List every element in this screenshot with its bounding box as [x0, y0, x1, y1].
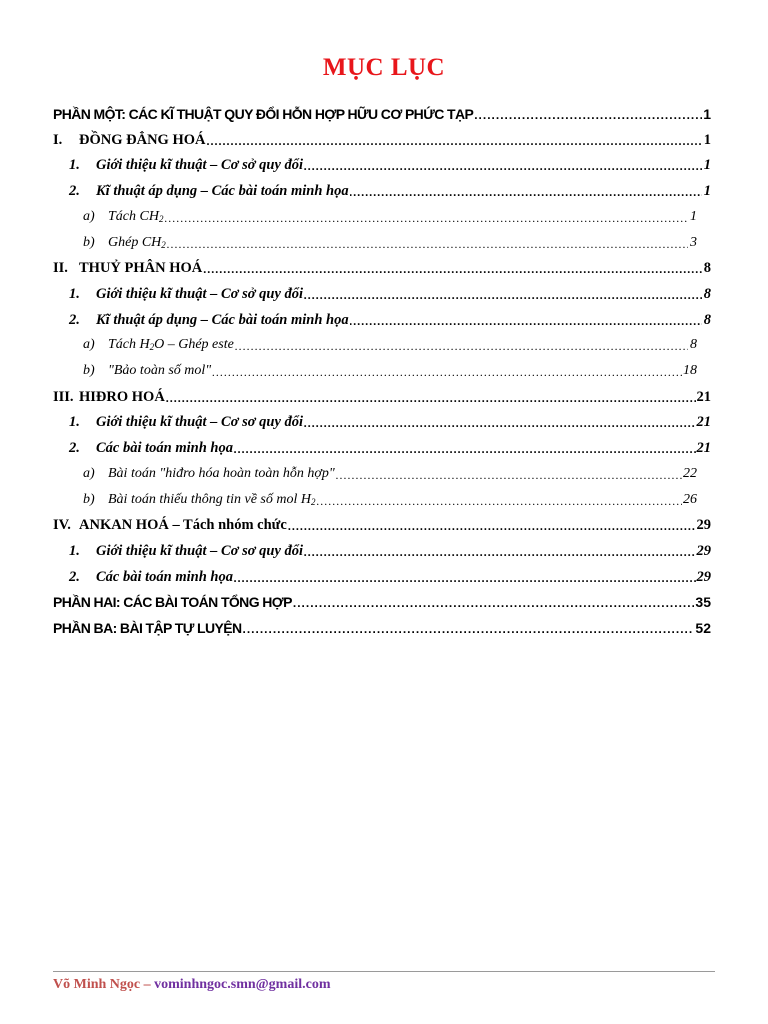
toc-leader-dots: [212, 365, 682, 380]
toc-entry-number: 1.: [69, 285, 80, 302]
toc-entry[interactable]: [53, 101, 711, 123]
toc-entry-label: [96, 311, 349, 329]
footer-divider: [53, 971, 715, 972]
toc-leader-dots: [350, 314, 702, 329]
toc-leader-dots: [288, 519, 696, 534]
toc-page-number: 1: [703, 183, 711, 200]
toc-entry-label-suffix: O – Ghép este: [154, 337, 234, 353]
toc-page-number: 1: [703, 157, 711, 174]
toc-entry-label: [79, 388, 165, 406]
toc-entry-label: [96, 439, 233, 457]
footer-email-link[interactable]: vominhngoc.smn@gmail.com: [154, 977, 331, 992]
toc-entry-subscript: 2: [161, 239, 166, 250]
toc-entry-label-text: "Bảo toàn số mol": [108, 363, 212, 378]
toc-leader-dots: [206, 134, 702, 149]
toc-leader-dots: [234, 571, 696, 586]
toc-entry[interactable]: [83, 230, 697, 252]
toc-entry-number: b): [83, 491, 95, 507]
toc-entry-number: 2.: [69, 311, 80, 328]
toc-page-number: 1: [703, 131, 711, 148]
toc-page-number: 8: [703, 260, 711, 277]
toc-entry-number: a): [83, 208, 95, 224]
toc-leader-dots: [304, 416, 695, 431]
toc-entry-subscript: 2: [310, 496, 316, 507]
toc-page-number: 21: [696, 440, 711, 457]
toc-entry-label: [96, 568, 233, 586]
toc-page-number: 8: [703, 311, 711, 328]
toc-entry-number: 2.: [69, 568, 80, 585]
toc-entry-label-text: HIĐRO HOÁ: [79, 388, 165, 405]
toc-leader-dots: [350, 185, 702, 200]
toc-entry-label: [96, 156, 303, 174]
toc-leader-dots: [203, 262, 702, 277]
toc-entry[interactable]: [69, 538, 711, 560]
toc-entry[interactable]: [69, 152, 711, 174]
toc-leader-dots: [242, 622, 694, 637]
toc-entry-number: IV.: [53, 517, 71, 534]
toc-entry[interactable]: [53, 512, 711, 534]
toc-page-number: 22: [683, 465, 697, 481]
toc-page-number: 1: [703, 106, 711, 122]
toc-entry-label-text: PHẦN BA: BÀI TẬP TỰ LUYỆN: [53, 620, 242, 636]
toc-leader-dots: [304, 545, 695, 560]
toc-page-number: 18: [683, 363, 697, 378]
footer-author: Võ Minh Ngọc: [53, 977, 141, 992]
toc-entry-label-text: Kĩ thuật áp dụng – Các bài toán minh họa: [96, 183, 349, 200]
footer-separator: –: [140, 977, 155, 992]
toc-entry-label: [79, 131, 205, 149]
toc-entry-label: [108, 362, 211, 380]
toc-entry[interactable]: [83, 332, 697, 354]
toc-leader-dots: [293, 596, 695, 611]
toc-entry-label: [53, 593, 292, 611]
toc-entry-number: 1.: [69, 414, 80, 431]
toc-entry-number: a): [83, 337, 95, 353]
toc-page-number: 8: [703, 285, 711, 302]
page-title: MỤC LỤC: [322, 54, 446, 81]
toc-entry[interactable]: [53, 384, 711, 406]
toc-page-number: 29: [696, 568, 711, 585]
toc-entry-label: [53, 105, 473, 123]
toc-entry-number: b): [83, 234, 95, 250]
toc-entry-label-text: Bài toán "hiđro hóa hoàn toàn hỗn hợp": [108, 465, 335, 481]
toc-entry-label: [108, 465, 335, 483]
toc-page-number: 1: [690, 208, 697, 224]
toc-leader-dots: [304, 159, 702, 174]
page-footer: [53, 977, 331, 993]
toc-entry-number: III.: [53, 388, 74, 405]
toc-entry-label-text: Kĩ thuật áp dụng – Các bài toán minh họa: [96, 311, 349, 328]
toc-page-number: 21: [696, 388, 711, 405]
toc-entry-label-text: PHẦN MỘT: CÁC KĨ THUẬT QUY ĐỔI HỖN HỢP HỮU CƠ PHỨC TẠP: [53, 106, 474, 122]
toc-entry-label: [79, 259, 202, 277]
toc-leader-dots: [167, 237, 688, 252]
toc-entry[interactable]: [53, 615, 711, 637]
toc-entry[interactable]: [83, 358, 697, 380]
toc-page-number: 3: [690, 234, 697, 250]
toc-entry-label-text: Các bài toán minh họa: [96, 568, 233, 585]
toc-entry-label: [96, 413, 303, 431]
toc-entry[interactable]: [69, 281, 711, 303]
toc-entry[interactable]: [69, 178, 711, 200]
toc-entry-label-text: Các bài toán minh họa: [96, 440, 233, 457]
toc-page-number: 29: [696, 542, 711, 559]
toc-entry-number: 2.: [69, 440, 80, 457]
toc-entry-number: 1.: [69, 542, 80, 559]
toc-entry-subscript: 2: [158, 213, 164, 224]
toc-page-number: 8: [690, 337, 697, 353]
toc-entry-label-text: THUỶ PHÂN HOÁ: [79, 260, 203, 277]
toc-entry[interactable]: [53, 127, 711, 149]
toc-leader-dots: [474, 108, 702, 123]
toc-entry-number: II.: [53, 260, 68, 277]
toc-page-number: 52: [695, 620, 711, 636]
toc-entry-label-text: Tách H: [108, 337, 150, 353]
toc-entry-number: 1.: [69, 157, 80, 174]
toc-entry-subscript: 2: [149, 342, 155, 353]
toc-entry-label: [108, 208, 163, 226]
toc-entry-label-text: Giới thiệu kĩ thuật – Cơ sở quy đổi: [96, 285, 304, 302]
toc-entry-number: 2.: [69, 183, 80, 200]
toc-entry-label: [96, 542, 303, 560]
toc-page-number: 21: [696, 414, 711, 431]
toc-entry[interactable]: [83, 204, 697, 226]
toc-entry-label-text: ANKAN HOÁ – Tách nhóm chức: [79, 517, 287, 534]
toc-entry-label-text: Giới thiệu kĩ thuật – Cơ sơ quy đổi: [96, 414, 304, 431]
toc-entry-label-text: Bài toán thiếu thông tin về số mol H: [108, 491, 311, 507]
toc-leader-dots: [336, 468, 682, 483]
toc-entry[interactable]: [53, 255, 711, 277]
toc-page-number: 26: [683, 491, 697, 507]
toc-entry-number: I.: [53, 131, 63, 148]
toc-entry[interactable]: [69, 435, 711, 457]
toc-page-number: 29: [696, 517, 711, 534]
toc-leader-dots: [235, 339, 688, 354]
toc-leader-dots: [164, 211, 688, 226]
toc-entry[interactable]: [83, 487, 697, 509]
toc-entry-label-text: Ghép CH: [108, 234, 162, 250]
toc-leader-dots: [234, 442, 696, 457]
toc-leader-dots: [166, 391, 696, 406]
toc-entry-label-text: ĐỒNG ĐẲNG HOÁ: [79, 131, 206, 148]
toc-entry-label: [96, 182, 349, 200]
toc-entry[interactable]: [69, 307, 711, 329]
toc-leader-dots: [304, 288, 702, 303]
toc-entry-label: [108, 336, 234, 354]
toc-entry-label: [108, 234, 166, 252]
toc-entry-label: [108, 491, 315, 509]
toc-entry-label-text: Giới thiệu kĩ thuật – Cơ sơ quy đổi: [96, 542, 304, 559]
toc-entry[interactable]: [69, 564, 711, 586]
toc-leader-dots: [316, 494, 682, 509]
toc-entry[interactable]: [83, 461, 697, 483]
toc-entry[interactable]: [53, 589, 711, 611]
toc-page-number: 35: [695, 594, 711, 611]
toc-entry-label-text: Giới thiệu kĩ thuật – Cơ sở quy đổi: [96, 157, 304, 174]
toc-entry-label: [96, 285, 303, 303]
toc-entry-label: [79, 516, 287, 534]
toc-entry-label-text: Tách CH: [108, 208, 159, 224]
toc-entry-label-text: PHẦN HAI: CÁC BÀI TOÁN TỔNG HỢP: [53, 594, 292, 611]
toc-entry-number: a): [83, 465, 95, 481]
toc-entry[interactable]: [69, 409, 711, 431]
toc-entry-label: [53, 619, 241, 637]
toc-entry-number: b): [83, 363, 95, 378]
